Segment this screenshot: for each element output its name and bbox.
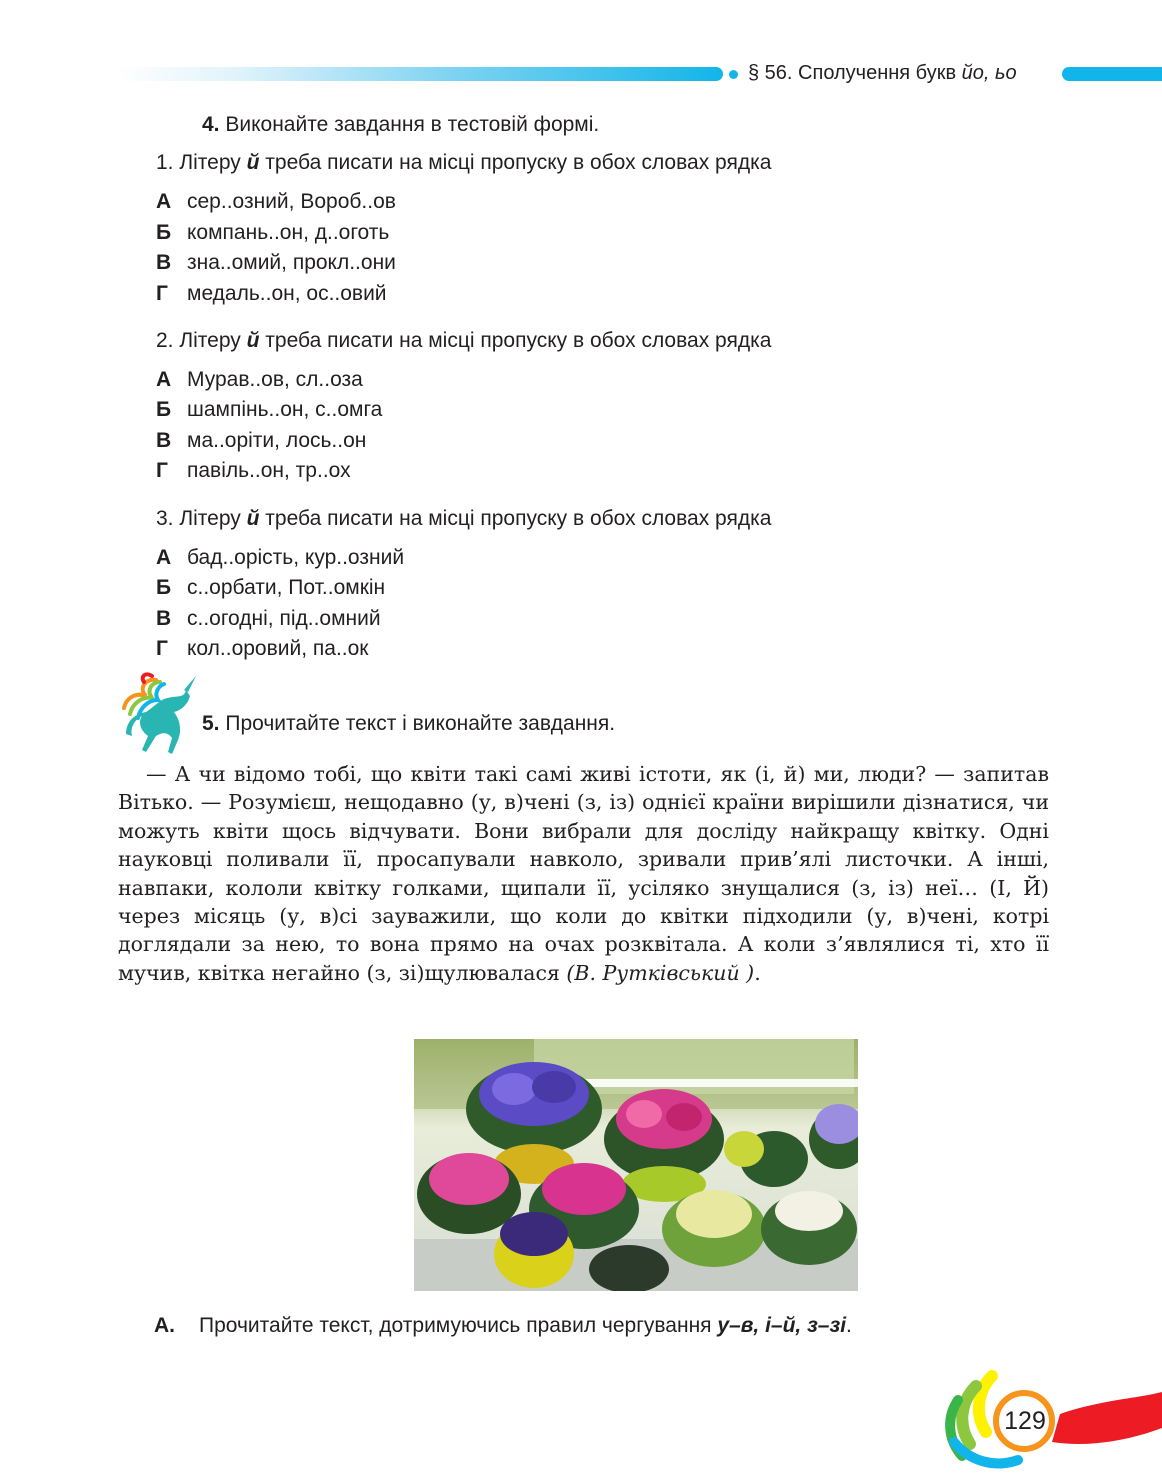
option-2-a: А Мурав..ов, сл..оза	[156, 368, 363, 391]
option-2-v: В ма..оріти, лось..он	[156, 429, 367, 452]
story-text: — А чи відомо тобі, що квіти такі самі живі істоти, як (і, й) ми, люди? — запитав Вітько. — Розумієш, нещодавно (у, в)чені (з, із) однієї країни вирішили дізнатися, чи можуть квіти щось відчувати. Вони вибрали для досліду найкращу квітку. Одні науковці поливали її, просапували навколо, зривали прив’ялі листочки. А інші, навпаки, кололи квітку голками, щипали її, усіляко знущалися (з, із) неї… (І, Й) через місяць (у, в)сі зауважили, що коли до квітки підходили (у, в)чені, котрі доглядали за нею, то вона прямо на очах розквітала. А коли з’являлися ті, хто її мучив, квітка негайно (з, зі)щулювалася (В. Рутківський ).	[118, 762, 1049, 985]
header-accent-bar	[1062, 67, 1162, 81]
task-4-title: 4. Виконайте завдання в тестовій формі.	[202, 113, 600, 136]
option-1-g: Г медаль..он, ос..овий	[156, 282, 387, 305]
logo-icon	[940, 1370, 1162, 1474]
question-3: 3. Літеру й треба писати на місці пропуску в обох словах рядка	[156, 507, 772, 530]
option-1-v: В зна..омий, прокл..они	[156, 251, 396, 274]
question-2: 2. Літеру й треба писати на місці пропуску в обох словах рядка	[156, 329, 772, 352]
header-gradient-bar	[118, 67, 723, 81]
option-3-g: Г кол..оровий, па..ок	[156, 637, 369, 660]
header-bullet	[729, 70, 738, 79]
option-2-g: Г павіль..он, тр..ох	[156, 459, 351, 482]
question-1: 1. Літеру й треба писати на місці пропуску в обох словах рядка	[156, 151, 772, 174]
page-number: 129	[1004, 1407, 1046, 1435]
option-1-b: Б компань..он, д..оготь	[156, 221, 390, 244]
option-3-b: Б с..орбати, Пот..омкін	[156, 576, 386, 599]
option-3-v: В с..огодні, під..омний	[156, 607, 381, 630]
violets-photo	[414, 1039, 858, 1291]
task-5-title: 5. Прочитайте текст і виконайте завдання.	[202, 712, 616, 735]
option-1-a: А сер..озний, Вороб..ов	[156, 190, 396, 213]
unicorn-icon	[116, 670, 198, 760]
section-title: § 56. Сполучення букв йо, ьо	[748, 62, 1017, 84]
option-3-a: А бад..орість, кур..озний	[156, 546, 405, 569]
subtask-a: А. Прочитайте текст, дотримуючись правил чергування у–в, і–й, з–зі.	[154, 1314, 852, 1337]
option-2-b: Б шампінь..он, с..омга	[156, 398, 383, 421]
